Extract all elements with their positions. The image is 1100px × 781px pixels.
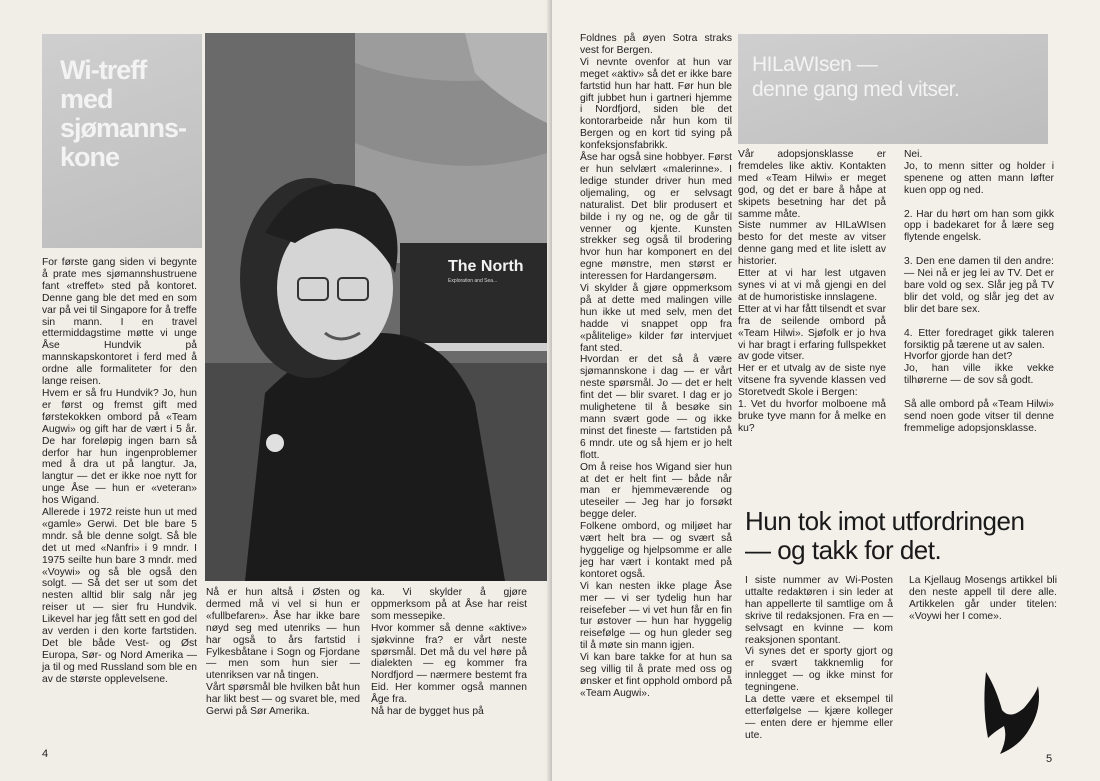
title-line: med — [60, 84, 113, 114]
article-column-5: Vår adopsjonsklasse er fremdeles like aktiv. Kontakten med «Team Hilwi» er meget god, og det er bare å håpe at skipets besetning har det på samme måte. Siste nummer av HILaWIsen besto for det meste av vitser denne gang med et lite islett av historier. Etter at vi har lest utgaven synes vi at vi må gjengi en del at de humoristiske innslagene. Etter at vi har fått tilsendt et svar fra de seilende ombord på «Team Hilwi». Sjøfolk er jo hva vi har bragt i erfaring fullspekket av gode vitser. Her er et utvalg av de siste nye vitsene fra syvende klassen ved Storetvedt Skole i Bergen: 1. Vet du hvorfor molboene må bruke tyve mann for å melke en ku? — [738, 149, 886, 434]
page-number: 4 — [42, 748, 49, 760]
article-column-1: For første gang siden vi begynte å prate mes sjømannshustruene fant «treffet» sted på kontoret. Denne gang ble det med en som var på vei til Singapore for å treffe sin mann. I en travel ettermiddagstime møtte vi unge Åse Hundvik på mannskapskontoret i ferd med å ordne alle formaliteter for den lange reisen. Hvem er så fru Hundvik? Jo, hun er først og fremst gift med førstekokken ombord på «Team Augwi» og gift har de vært i 5 år. De har foreløpig ingen barn så derfor har hun ingenproblemer med å dra ut på langtur. Ja, langtur — det er ikke noe nytt for unge Åse — hun er «veteran» hos Wigand. Allerede i 1972 reiste hun ut med «gamle» Gerwi. Det ble bare 5 mndr. så ble denne solgt. Så ble det ut med «Nanfri» i 9 mndr. I 1975 seilte hun bare 3 mndr. med «Voywi» og så ble også den solgt. — Så det ser ut som det nesten alltid blir salg når jeg reiser ut — sier fru Hundvik. Likevel har jeg fått sett en god del av verden i den korte fartstiden. Det ble både Vest- og Øst Europa, Sør- og Nord Amerika — ja til og med Russland som ble en av de største opplevelsene. — [42, 257, 197, 685]
title-line: denne gang med vitser. — [752, 78, 960, 101]
article-column-3: ka. Vi skylder å gjøre oppmerksom på at Åse har reist som messepike. Hvor kommer så denne «aktive» sjøkvinne fra? er vårt neste spørsmål. Det må du vel høre på dialekten — eg kommer fra Nordfjord — nærmere bestemt fra Eid. Her kommer også mannen Åge fra. Nå har de bygget hus på — [371, 587, 527, 718]
title-box-wi-treff — [42, 34, 202, 248]
right-page — [552, 0, 1100, 781]
title-hilawisen — [752, 52, 959, 102]
page-number: 5 — [1046, 753, 1053, 765]
title-line: Wi-treff — [60, 55, 147, 85]
photo-illustration — [205, 33, 547, 581]
poster-subtitle: Exploration and Sea... — [448, 278, 498, 284]
headline-hun-tok-imot — [745, 507, 1045, 565]
title-box-hilawisen — [738, 34, 1048, 144]
article-column-2: Nå er hun altså i Østen og dermed må vi vel si hun er «fullbefaren». Åse har ikke bare nøyd seg med utenriks — hun har også to års fartstid i Fylkesbåtane i Sogn og Fjordane — men som hun sier — utenriksen var nå tingen. Vårt spørsmål ble hvilken båt hun har likt best — og svaret ble, med Gerwi på Sør Amerika. — [206, 587, 360, 718]
article-column-4: Foldnes på øyen Sotra straks vest for Bergen. Vi nevnte ovenfor at hun var meget «aktiv» så det er ikke bare fartstid hun har hatt. Før hun ble gift jubbet hun i gartneri hjemme i Nordfjord, siden ble det kontorarbeide når hun kom til Bergen og en kort tid sying på konfeksjonsfabrikk. Åse har også sine hobbyer. Først er hun selvlært «malerinne». I ledige stunder driver hun med oljemaling, og er selvsagt naturalist. Det blir produsert et bilde i ny og ne, og de går til venner og kjente. Kunsten strekker seg også til brodering hvor hun har komponert en del egne mønstre, men størst er interessen for Hardangersøm. Vi skylder å gjøre oppmerksom på at dette med malingen ville hun ikke ut med selv, men det hadde vi snappet opp fra «pålitelige» kilder før intervjuet fant sted. Hvordan er det så å være sjømannskone i dag — er vårt neste spørsmål. Jo — det er helt fint det — blir svaret. I dag er jo mulighetene til å besøke sin mann svært gode — og ikke minst det fineste — fartstiden på 6 mndr. ute og så hjem er jo helt flott. Om å reise hos Wigand sier hun at det er helt fint — både når man er hjemmeværende og uteseiler — Jeg har jo forsøkt begge deler. Folkene ombord, og miljøet har vært helt bra — og svært så hyggelige og hjelpsomme er alle jeg har vært i kontakt med på kontoret også. Vi kan nesten ikke plage Åse mer — vi ser tydelig hun har reisefeber — vi vet hun får en fin tur østover — hun har hyggelig reisefølge — og hun gleder seg til å møte sin mann igjen. Vi kan bare takke for at hun sa seg villig til å prate med oss og ønsker et fint opphold ombord på «Team Augwi». — [580, 33, 732, 699]
title-line: sjømanns- — [60, 113, 187, 143]
woman-photo — [205, 33, 547, 581]
poster-title: The North — [448, 258, 524, 275]
drawing-icon — [980, 668, 1042, 758]
article-column-8: La Kjellaug Mosengs artikkel bli den neste appell til dere alle. Artikkelen går under titelen: «Voywi her I come». — [909, 575, 1057, 622]
article-column-7: I siste nummer av Wi-Posten uttalte redaktøren i sin leder at han appellerte til samtlige om å skrive til redaksjonen. Fra en — selvsagt en kvinne — kom reaksjonen spontant. Vi synes det er sporty gjort og er svært takknemlig for innlegget — og ikke minst for tegningene. La dette være et eksempel til etterfølgelse — kjære kolleger — enten dere er hjemme eller ute. — [745, 575, 893, 741]
title-line: HILaWIsen — — [752, 53, 878, 76]
headline-line: Hun tok imot utfordringen — [745, 506, 1025, 536]
article-column-6: Nei. Jo, to menn sitter og holder i spenene og atten mann løfter kuen opp og ned. 2. Har du hørt om han som gikk opp i badekaret for å lære seg flytende engelsk. 3. Den ene damen til den andre: — Nei nå er jeg lei av TV. Det er bare vold og sex. Slår jeg på TV blir det vold, og slår jeg det av blir det bare sex. 4. Etter foredraget gikk taleren forsiktig på tærene ut av salen. Hvorfor gjorde han det? Jo, han ville ikke vekke tilhørerne — de sov så godt. Så alle ombord på «Team Hilwi» send noen gode vitser til denne fremmelige adopsjonsklasse. — [904, 149, 1054, 434]
title-line: kone — [60, 142, 120, 172]
headline-line: — og takk for det. — [745, 535, 942, 565]
title-wi-treff — [60, 56, 186, 172]
